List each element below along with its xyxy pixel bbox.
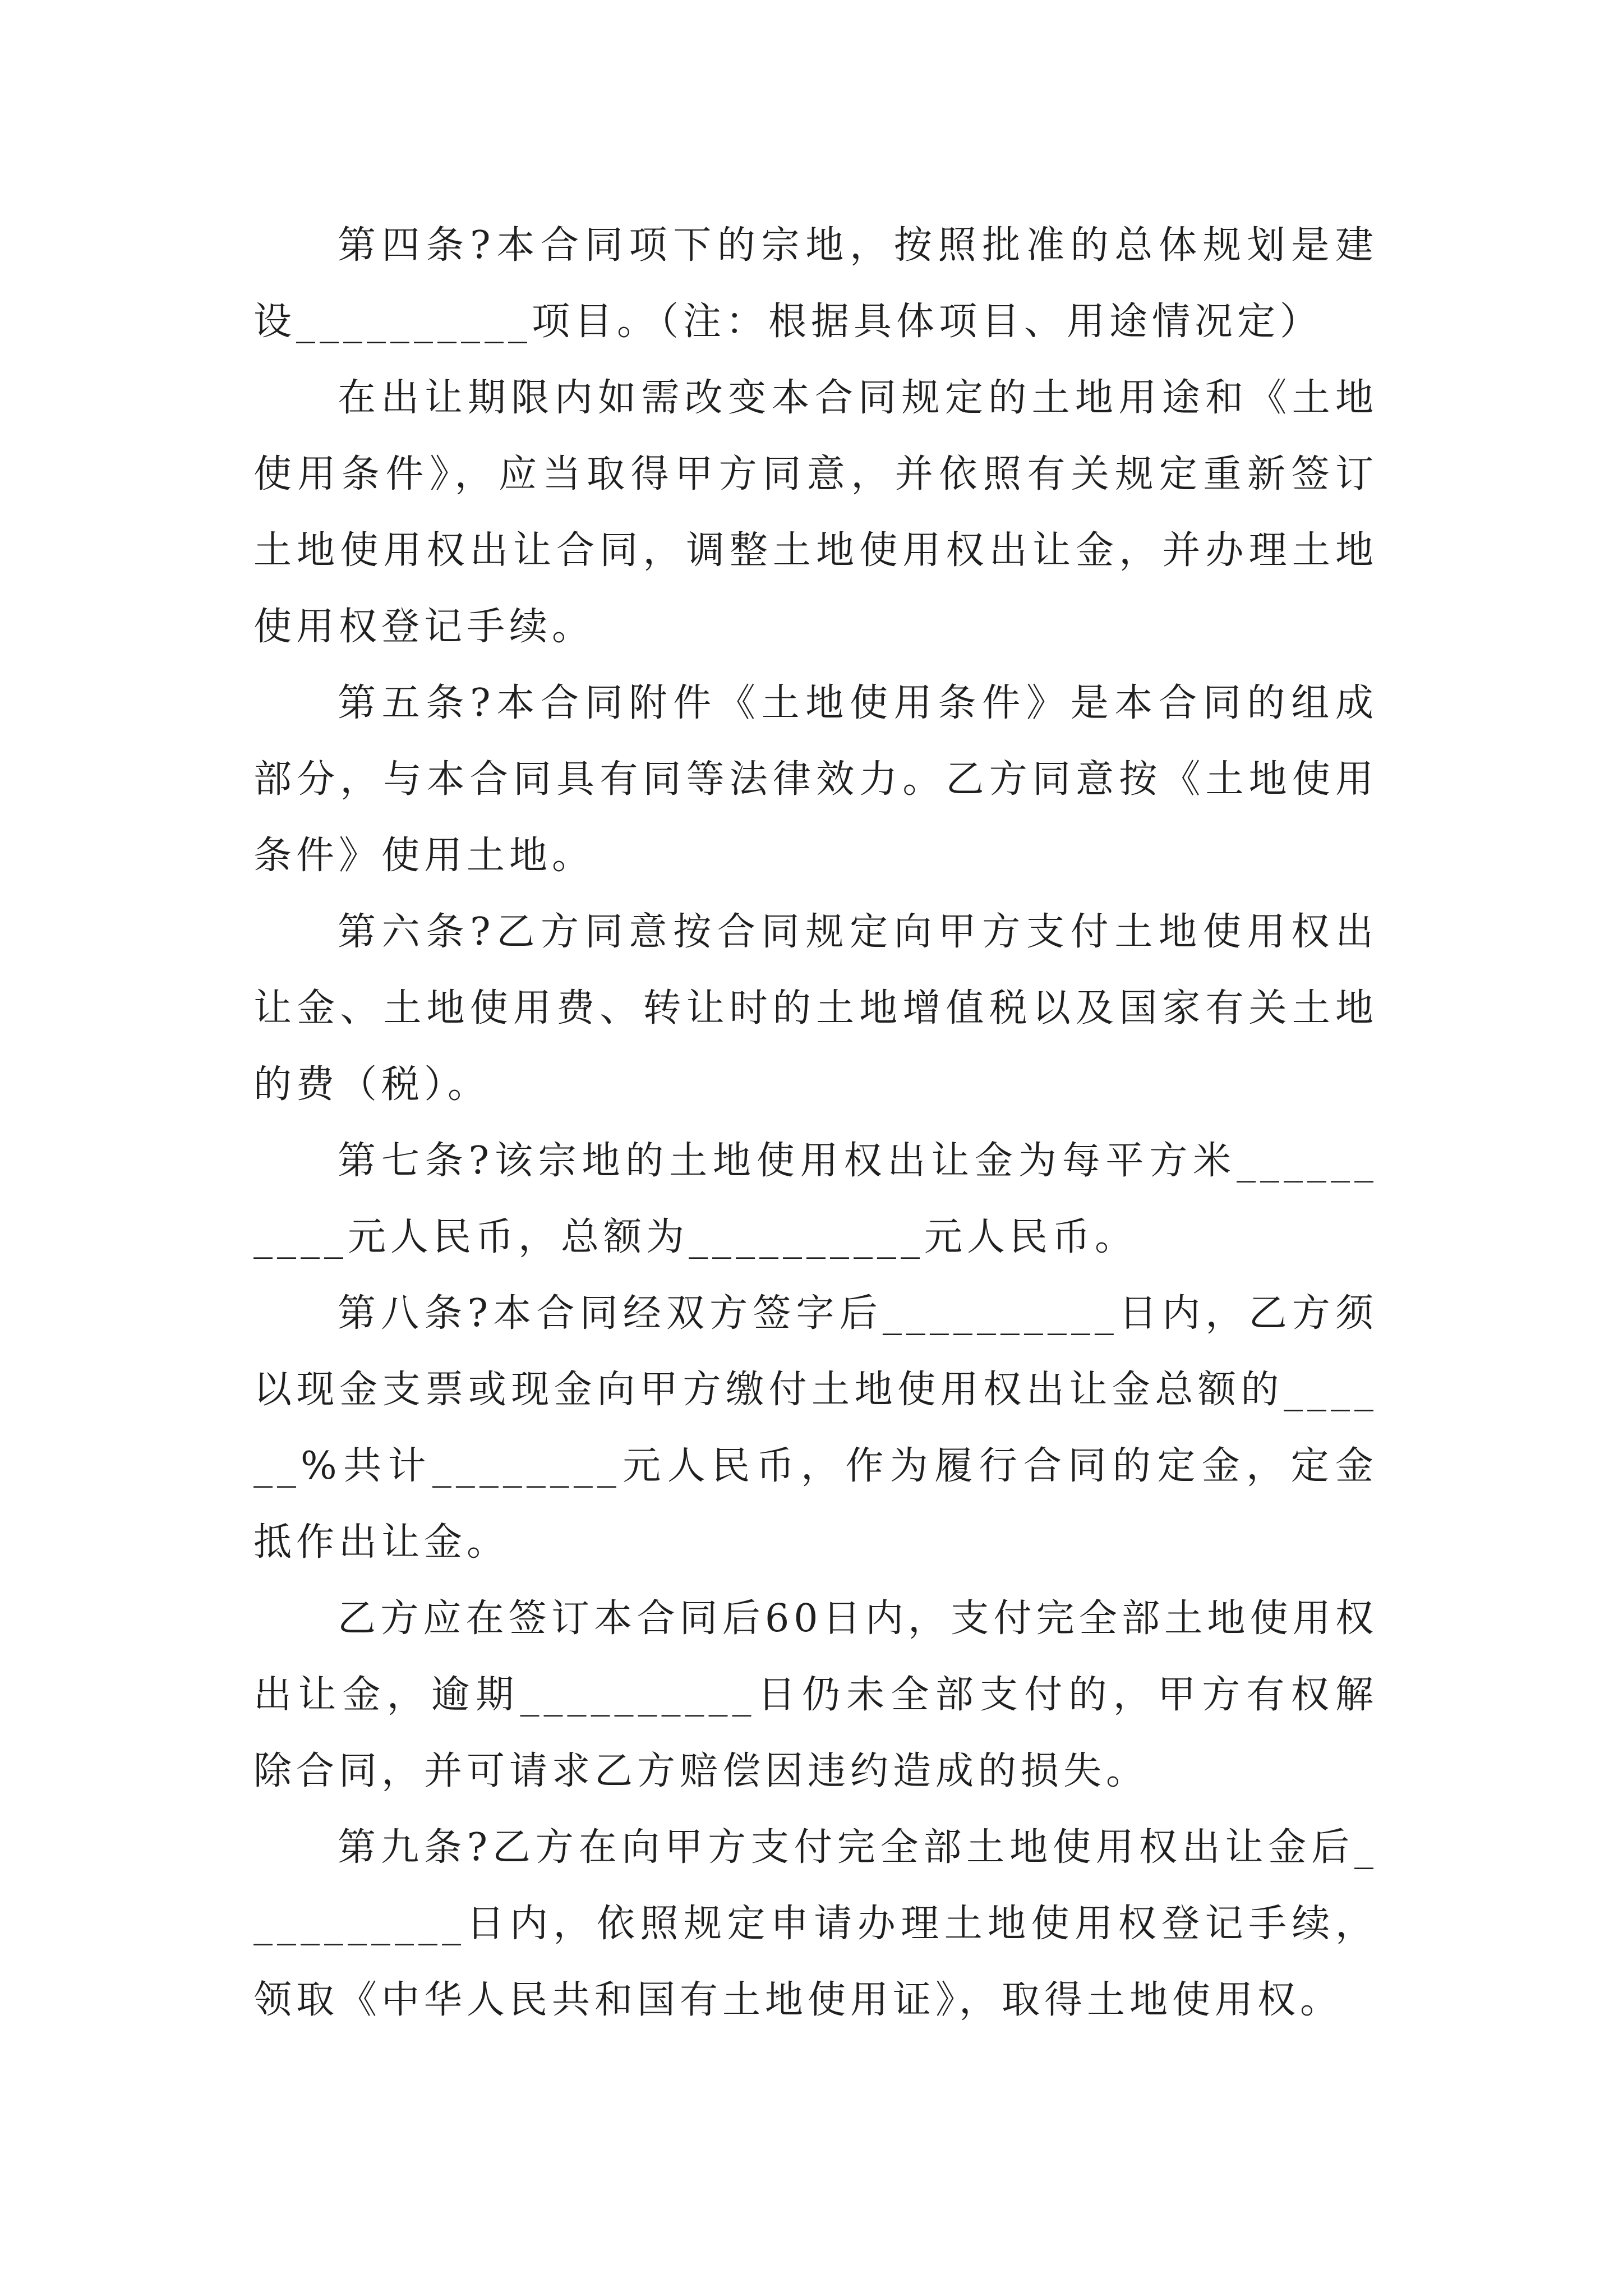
article-5-paragraph: 第五条?本合同附件《土地使用条件》是本合同的组成部分，与本合同具有同等法律效力。乙方同意按《土地使用条件》使用土地。	[253, 681, 1378, 878]
payment-deadline-paragraph: 乙方应在签订本合同后60日内，支付完全部土地使用权出让金，逾期__________日仍未全部支付的，甲方有权解除合同，并可请求乙方赔偿因违约造成的损失。	[253, 1596, 1378, 1793]
land-use-change-paragraph: 在出让期限内如需改变本合同规定的土地用途和《土地使用条件》，应当取得甲方同意，并依照有关规定重新签订土地使用权出让合同，调整土地使用权出让金，并办理土地使用权登记手续。	[253, 376, 1378, 649]
article-8-paragraph: 第八条?本合同经双方签字后__________日内，乙方须以现金支票或现金向甲方缴付土地使用权出让金总额的______%共计________元人民币，作为履行合同的定金，定金抵作出让金。	[253, 1291, 1378, 1565]
article-7-paragraph: 第七条?该宗地的土地使用权出让金为每平方米__________元人民币，总额为__________元人民币。	[253, 1139, 1378, 1259]
article-9-paragraph: 第九条?乙方在向甲方支付完全部土地使用权出让金后__________日内，依照规定申请办理土地使用权登记手续，领取《中华人民共和国有土地使用证》，取得土地使用权。	[253, 1825, 1378, 2022]
document-body	[253, 208, 1378, 2039]
article-4-paragraph: 第四条?本合同项下的宗地，按照批准的总体规划是建设__________项目。（注：根据具体项目、用途情况定）	[253, 223, 1378, 344]
article-6-paragraph: 第六条?乙方同意按合同规定向甲方支付土地使用权出让金、土地使用费、转让时的土地增值税以及国家有关土地的费（税）。	[253, 910, 1378, 1107]
